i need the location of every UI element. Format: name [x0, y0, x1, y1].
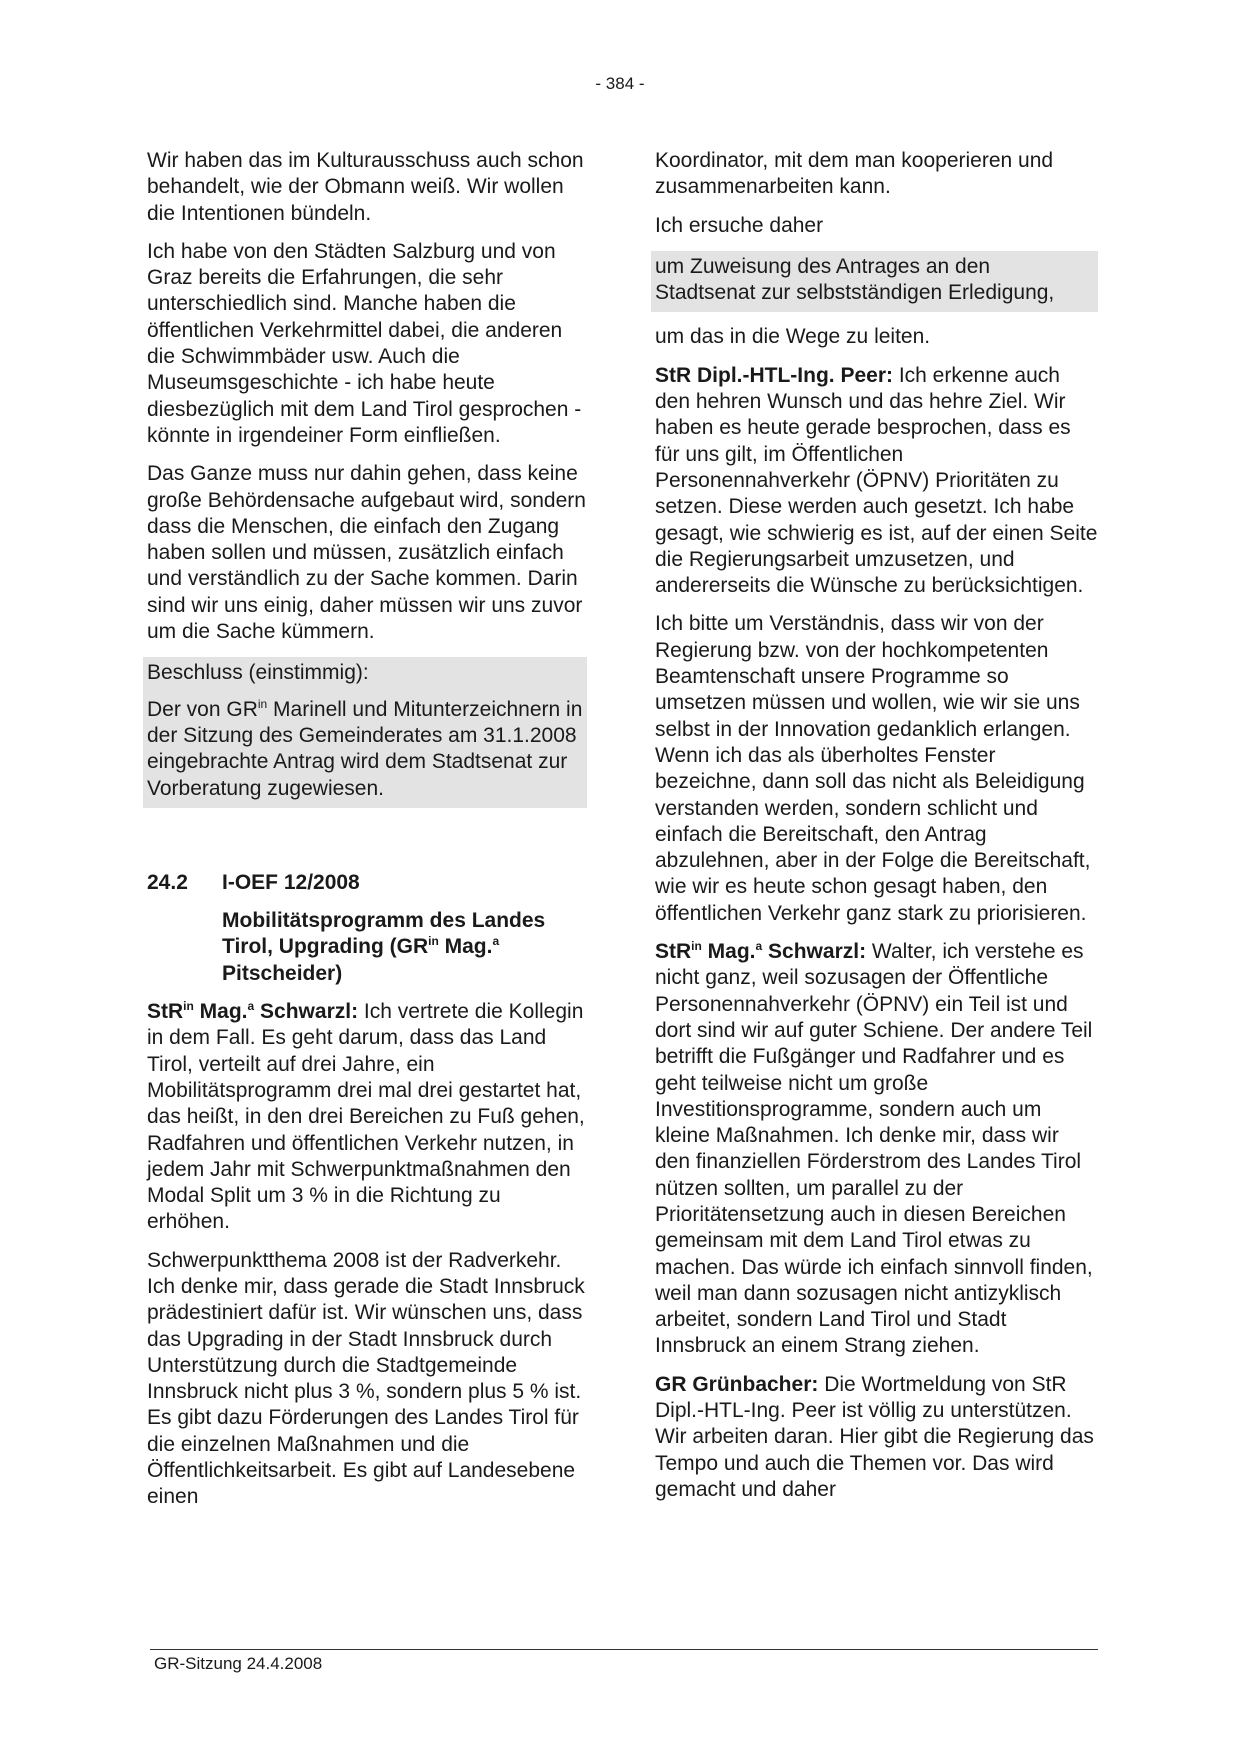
speaker-name: GR Grünbacher:: [655, 1372, 819, 1396]
speech-paragraph: [655, 1372, 1098, 1503]
resolution-label: Beschluss (einstimmig):: [147, 661, 369, 685]
page-number: - 384 -: [595, 74, 645, 93]
paragraph: Ich bitte um Verständnis, dass wir von der Regierung bzw. von der hochkompetenten Beamtenschaft unsere Programme so umsetzen müssen und wollen, wie wir sie uns selbst in der Innovation gedanklich erlangen. Wenn ich das als überholtes Fenster bezeichne, dann soll das nicht als Beleidigung verstanden werden, sondern schlicht und einfach die Bereitschaft, den Antrag abzulehnen, aber in der Folge die Bereitschaft, wie wir es heute schon gesagt haben, den öffentlichen Verkehr ganz stark zu priorisieren.: [655, 612, 1091, 925]
superscript: in: [183, 999, 194, 1014]
text-span: Mag.: [193, 1000, 248, 1024]
speech-paragraph: [655, 939, 1098, 1360]
text-span: StR: [655, 940, 692, 964]
text-span: StR: [147, 1000, 184, 1024]
paragraph: Das Ganze muss nur dahin gehen, dass keine große Behördensache aufgebaut wird, sondern dass die Menschen, die einfach den Zugang haben sollen und müssen, zusätzlich einfach und verständlich zu der Sache kommen. Darin sind wir uns einig, daher müssen wir uns zuvor um die Sache kümmern.: [147, 462, 586, 644]
speech-text: Ich vertrete die Kollegin in dem Fall. Es geht darum, dass das Land Tirol, verteilt auf drei Jahre, ein Mobilitätsprogramm drei mal drei gestartet hat, das heißt, in den drei Bereichen zu Fuß gehen, Radfahren und öffentlichen Verkehr nutzen, in jedem Jahr mit Schwerpunktmaßnahmen den Modal Split um 3 % in die Richtung zu erhöhen.: [147, 1000, 585, 1234]
speech-paragraph: [147, 999, 587, 1236]
superscript: a: [755, 939, 763, 954]
paragraph: Wir haben das im Kulturausschuss auch schon behandelt, wie der Obmann weiß. Wir wollen die Intentionen bündeln.: [147, 149, 584, 225]
resolution-box: [143, 657, 587, 807]
text-span: Mag.: [438, 935, 493, 959]
speaker-name: [655, 940, 866, 963]
paragraph: um das in die Wege zu leiten.: [655, 325, 931, 349]
speech-text: Ich erkenne auch den hehren Wunsch und das hehre Ziel. Wir haben es heute gerade besprochen, dass es für uns gilt, im Öffentlichen Personennahverkehr (ÖPNV) Prioritäten zu setzen. Diese werden auch gesetzt. Ich habe gesagt, wie schwierig es ist, auf der einen Seite die Regierungsarbeit umzusetzen, und andererseits die Wünsche zu berücksichtigen.: [655, 363, 1098, 598]
request-text: um Zuweisung des Antrages an den Stadtsenat zur selbstständigen Erledigung,: [655, 254, 1055, 305]
text-span: Schwarzl:: [762, 940, 867, 964]
speaker-name: StR Dipl.-HTL-Ing. Peer:: [655, 363, 893, 387]
text-span: Der von GR: [147, 697, 258, 721]
footer-divider: [150, 1649, 1098, 1650]
right-column: [655, 148, 1098, 1515]
speech-text: Walter, ich verstehe es nicht ganz, weil sozusagen der Öffentliche Personennahverkehr (ÖPNV) ein Teil ist und dort sind wir auf guter Schiene. Der andere Teil betrifft die Fußgänger und Radfahrer und es geht teilweise nicht um große Investitionsprogramme, sondern auch um kleine Maßnahmen. Ich denke mir, dass wir den finanziellen Förderstrom des Landes Tirol nützen sollten, um parallel zu der Prioritätensetzung auch in diesen Bereichen gemeinsam mit dem Land Tirol etwas zu machen. Das würde ich einfach sinnvoll finden, weil man dann sozusagen nicht antizyklisch arbeitet, sondern Land Tirol und Stadt Innsbruck an einem Strang ziehen.: [655, 940, 1093, 1358]
paragraph: Ich habe von den Städten Salzburg und von Graz bereits die Erfahrungen, die sehr unterschiedlich sind. Manche haben die öffentlichen Verkehrmittel dabei, die anderen die Schwimmbäder usw. Auch die Museumsgeschichte - ich habe heute diesbezüglich mit dem Land Tirol gesprochen - könnte in irgendeiner Form einfließen.: [147, 239, 582, 447]
superscript: a: [492, 934, 500, 949]
paragraph: Ich ersuche daher: [655, 213, 824, 237]
left-column: [147, 148, 587, 1523]
superscript: in: [257, 696, 268, 711]
text-span: Mobilitätsprogramm des Landes Tirol, Upgrading (GR: [222, 909, 546, 959]
footer-text: GR-Sitzung 24.4.2008: [154, 1654, 323, 1673]
speech-text: Die Wortmeldung von StR Dipl.-HTL-Ing. Peer ist völlig zu unterstützen. Wir arbeiten daran. Hier gibt die Regierung das Tempo und auch die Themen vor. Das wird gemacht und daher: [655, 1372, 1094, 1501]
superscript: in: [691, 939, 702, 954]
request-box: [651, 251, 1098, 313]
agenda-number: 24.2: [147, 870, 188, 894]
superscript: in: [428, 934, 439, 949]
text-span: Schwarzl:: [254, 1000, 359, 1024]
paragraph: Schwerpunktthema 2008 ist der Radverkehr. Ich denke mir, dass gerade die Stadt Innsbruck prädestiniert dafür ist. Wir wünschen uns, dass das Upgrading in der Stadt Innsbruck durch Unterstützung durch die Stadtgemeinde Innsbruck nicht plus 3 %, sondern plus 5 % ist. Es gibt dazu Förderungen des Landes Tirol für die einzelnen Maßnahmen und die Öffentlichkeitsarbeit. Es gibt auf Landesebene einen: [147, 1248, 585, 1509]
speech-paragraph: [655, 363, 1098, 600]
resolution-text: [147, 697, 583, 802]
agenda-code: I-OEF 12/2008: [222, 870, 360, 894]
text-span: Pitscheider): [222, 961, 343, 985]
superscript: a: [247, 999, 255, 1014]
agenda-title: [222, 908, 587, 987]
text-span: Marinell und Mitunterzeichnern in der Sitzung des Gemeinderates am 31.1.2008 eingebrachte Antrag wird dem Stadtsenat zur Vorberatung zugewiesen.: [147, 697, 583, 800]
text-span: Mag.: [701, 940, 756, 964]
agenda-item: [147, 870, 587, 987]
paragraph: Koordinator, mit dem man kooperieren und zusammenarbeiten kann.: [655, 149, 1054, 199]
speaker-name: [147, 1000, 358, 1023]
